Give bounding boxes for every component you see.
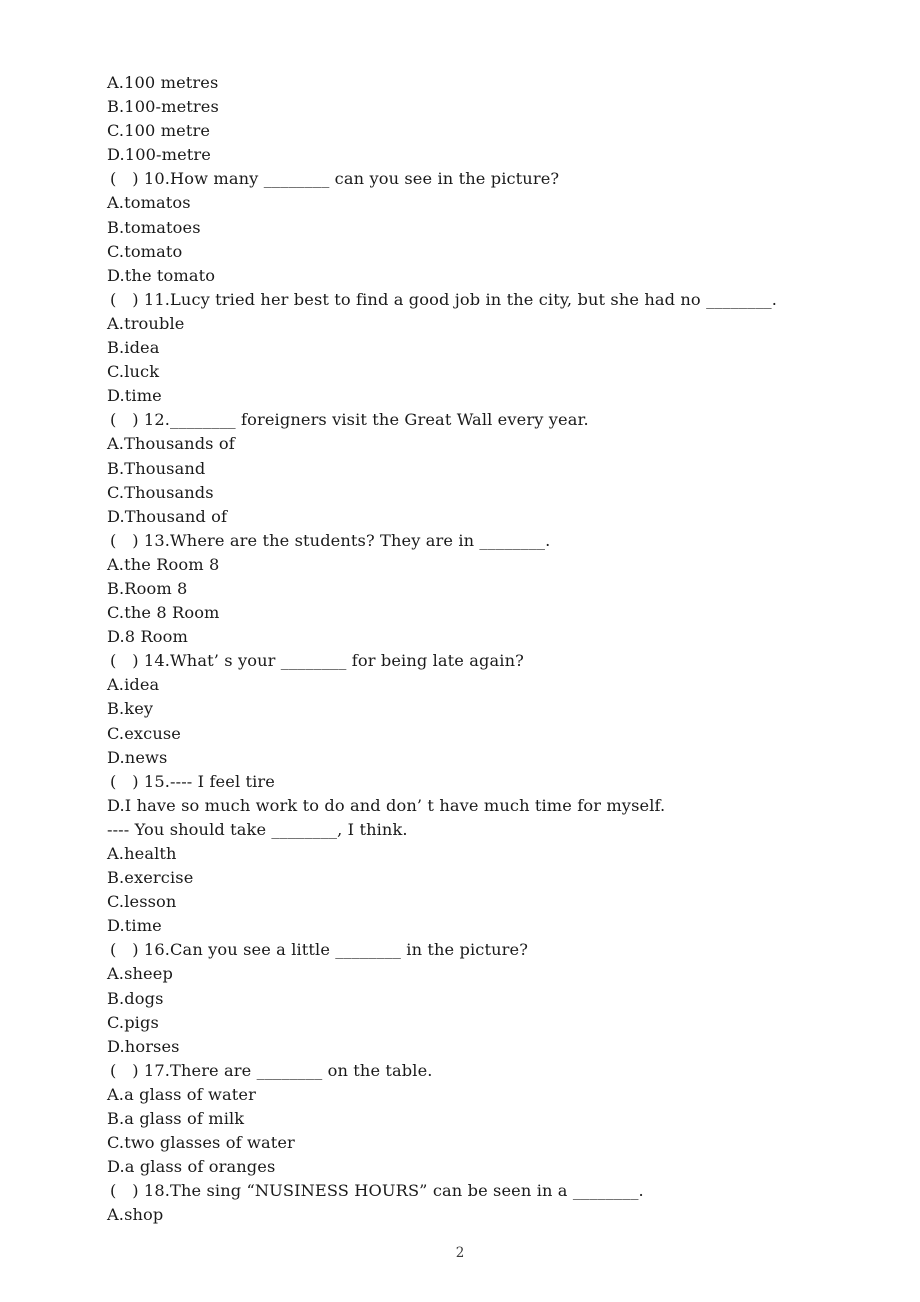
- option-line: C.tomato: [107, 241, 183, 261]
- question-line: ( ) 11.Lucy tried her best to find a good job in the city, but she had no ________.: [110, 289, 778, 309]
- option-line: D.100-metre: [107, 145, 211, 165]
- question-line: ( ) 16.Can you see a little ________ in the picture?: [110, 940, 529, 960]
- question-line: ( ) 13.Where are the students? They are in ________.: [110, 530, 551, 550]
- option-line: D.news: [107, 747, 168, 767]
- option-line: A.Thousands of: [107, 434, 235, 454]
- option-line: A.idea: [107, 675, 160, 695]
- option-line: B.key: [107, 699, 154, 719]
- option-line: B.dogs: [107, 988, 164, 1008]
- question-line: ( ) 10.How many ________ can you see in the picture?: [110, 169, 560, 189]
- option-line: C.excuse: [107, 723, 182, 743]
- option-line: A.trouble: [107, 313, 185, 333]
- option-line: D.Thousand of: [107, 506, 228, 526]
- option-line: B.Thousand: [107, 458, 206, 478]
- question-line: ( ) 14.What’ s your ________ for being late again?: [110, 651, 524, 671]
- option-line: C.two glasses of water: [107, 1133, 295, 1153]
- option-line: B.tomatoes: [107, 217, 201, 237]
- option-line: D.a glass of oranges: [107, 1157, 276, 1177]
- option-line: D.time: [107, 386, 162, 406]
- question-line: ( ) 12.________ foreigners visit the Great Wall every year.: [110, 410, 589, 430]
- option-line: B.exercise: [107, 868, 194, 888]
- option-line: D.time: [107, 916, 162, 936]
- option-line: D.the tomato: [107, 265, 216, 285]
- option-line: B.Room 8: [107, 578, 188, 598]
- option-line: D.8 Room: [107, 627, 188, 647]
- option-line: B.idea: [107, 338, 160, 358]
- option-line: A.100 metres: [107, 73, 219, 92]
- option-line: C.pigs: [107, 1012, 159, 1032]
- option-line: A.a glass of water: [107, 1084, 256, 1104]
- option-line: C.lesson: [107, 892, 177, 912]
- option-line: D.I have so much work to do and don’ t have much time for myself.: [107, 795, 666, 815]
- option-line: B.a glass of milk: [107, 1109, 245, 1129]
- question-line: ( ) 15.---- I feel tire: [110, 771, 275, 791]
- option-line: D.horses: [107, 1036, 180, 1056]
- option-line: A.shop: [107, 1205, 164, 1225]
- option-line: C.Thousands: [107, 482, 214, 502]
- option-line: A.health: [107, 844, 177, 863]
- option-line: C.the 8 Room: [107, 603, 220, 623]
- document-text-body: [107, 71, 867, 1228]
- option-line: C.100 metre: [107, 121, 211, 141]
- question-line: ( ) 17.There are ________ on the table.: [110, 1060, 433, 1080]
- page-number: 2: [455, 1245, 465, 1261]
- option-line: A.the Room 8: [107, 554, 220, 574]
- option-line: C.luck: [107, 362, 160, 382]
- option-line: A.sheep: [107, 964, 173, 984]
- option-line: A.tomatos: [107, 193, 191, 213]
- question-line: ( ) 18.The sing “NUSINESS HOURS” can be seen in a ________.: [110, 1181, 644, 1201]
- question-continuation-line: ---- You should take ________, I think.: [107, 819, 408, 839]
- option-line: B.100-metres: [107, 97, 219, 117]
